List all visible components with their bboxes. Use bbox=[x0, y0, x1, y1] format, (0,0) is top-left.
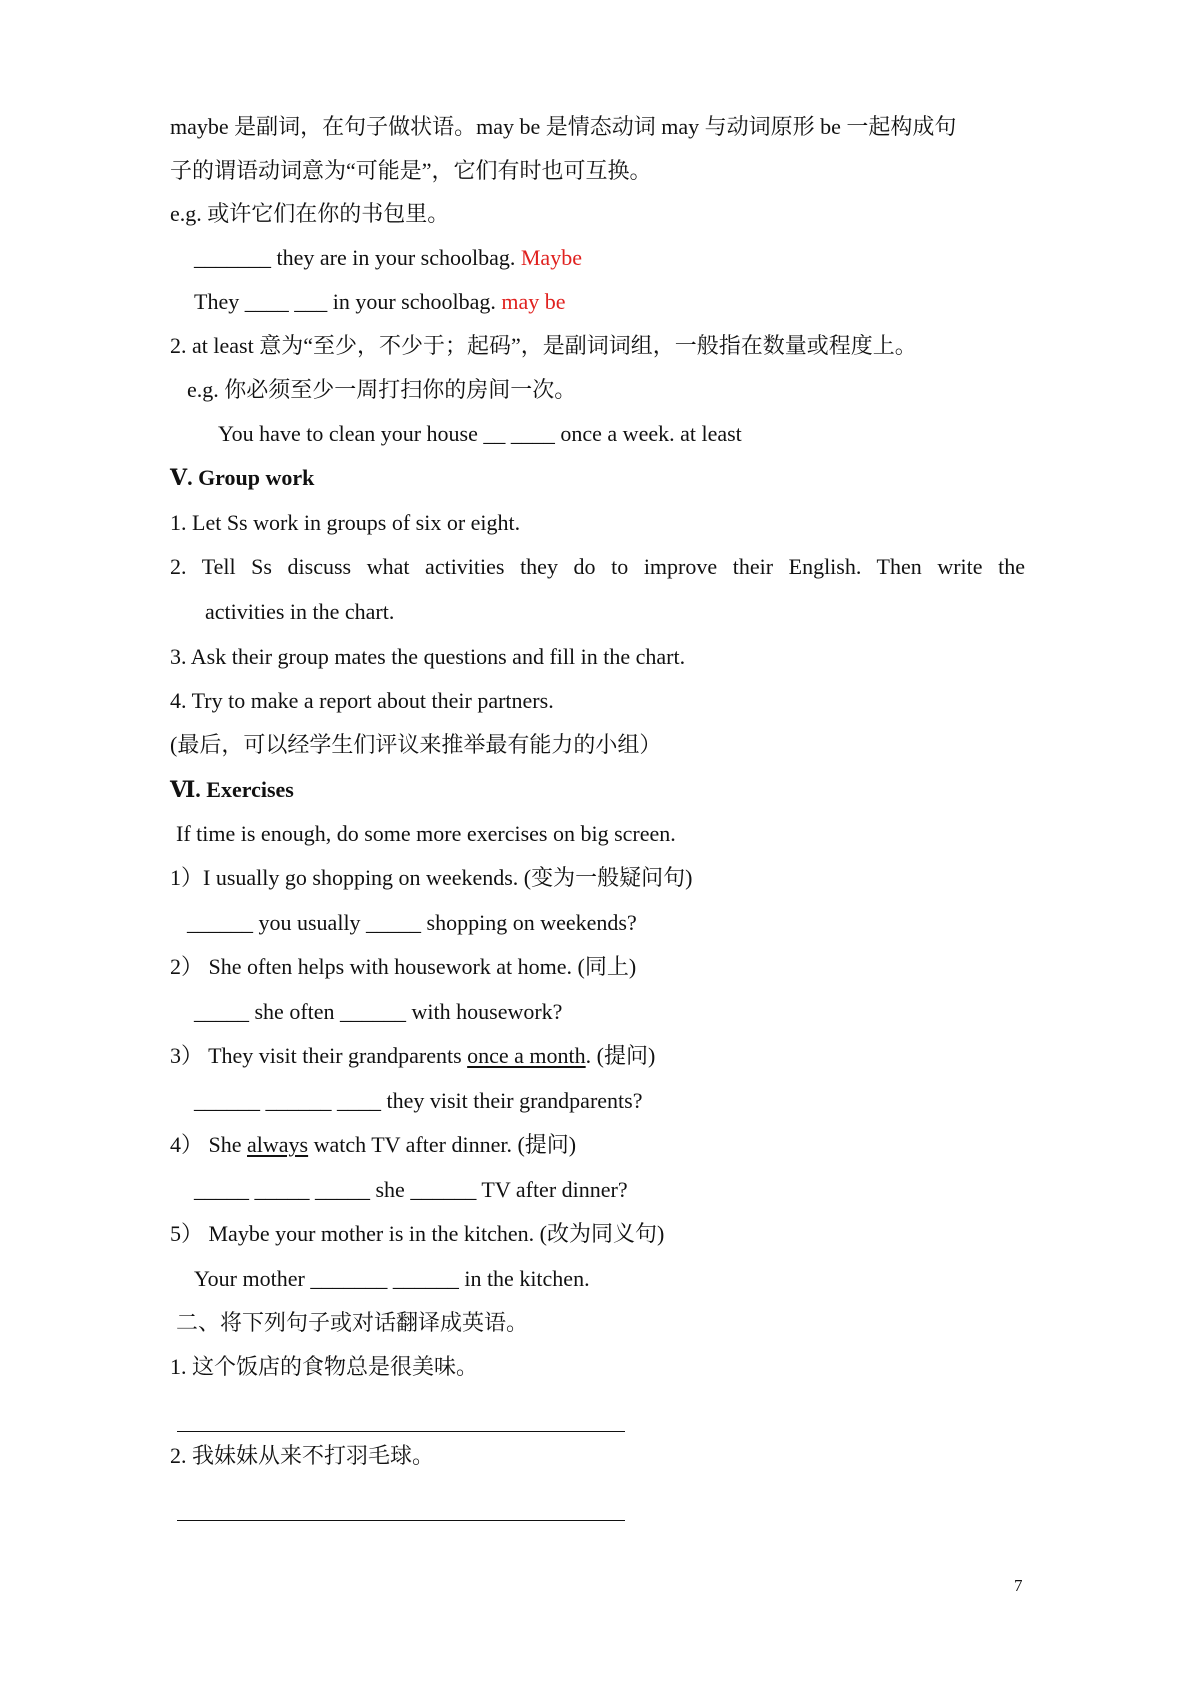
maybe-explanation-line2: 子的谓语动词意为“可能是”，它们有时也可互换。 bbox=[170, 158, 652, 183]
translation-answer-line-2 bbox=[177, 1520, 625, 1521]
exercise-question-1: 1）I usually go shopping on weekends. (变为一般疑问句) bbox=[170, 865, 693, 890]
example-sentence-3: You have to clean your house __ ____ once a week. at least bbox=[218, 421, 742, 446]
at-least-explanation: 2. at least 意为“至少，不少于；起码”，是副词词组，一般指在数量或程度上。 bbox=[170, 333, 917, 358]
exercise-question-4-underlined: always bbox=[247, 1132, 309, 1157]
exercise-question-4-pre: 4） She bbox=[170, 1132, 248, 1157]
group-work-item-3: 3. Ask their group mates the questions and fill in the chart. bbox=[170, 644, 686, 669]
translation-answer-line-1 bbox=[177, 1431, 625, 1432]
example-answer-2: may be bbox=[501, 289, 566, 314]
exercise-question-3-underlined: once a month bbox=[467, 1043, 586, 1068]
group-work-note: (最后，可以经学生们评议来推举最有能力的小组） bbox=[170, 732, 662, 757]
exercise-question-2: 2） She often helps with housework at home. (同上) bbox=[170, 954, 637, 979]
exercises-intro: If time is enough, do some more exercises on big screen. bbox=[176, 821, 676, 846]
section-5-heading: Ⅴ. Group work bbox=[170, 465, 315, 490]
group-work-item-2-line2: activities in the chart. bbox=[205, 599, 395, 624]
example-answer-1: Maybe bbox=[520, 245, 582, 270]
section-6-heading: Ⅵ. Exercises bbox=[170, 777, 294, 802]
page-number: 7 bbox=[1014, 1576, 1023, 1595]
translation-item-1: 1. 这个饭店的食物总是很美味。 bbox=[170, 1354, 479, 1379]
group-work-item-1: 1. Let Ss work in groups of six or eight. bbox=[170, 510, 521, 535]
example-sentence-2-text: They ____ ___ in your schoolbag. bbox=[194, 289, 496, 314]
exercise-question-4-post: watch TV after dinner. (提问) bbox=[308, 1132, 577, 1157]
group-work-item-4: 4. Try to make a report about their partners. bbox=[170, 688, 554, 713]
exercise-question-4 bbox=[170, 1130, 576, 1160]
translation-heading: 二、将下列句子或对话翻译成英语。 bbox=[176, 1310, 529, 1335]
group-work-item-2-line1: 2. Tell Ss discuss what activities they do to improve their English. Then write the bbox=[170, 554, 1025, 579]
exercise-answer-line-3: ______ ______ ____ they visit their grandparents? bbox=[194, 1088, 643, 1113]
example-label-2: e.g. 你必须至少一周打扫你的房间一次。 bbox=[187, 377, 577, 402]
exercise-question-3-pre: 3） They visit their grandparents bbox=[170, 1043, 468, 1068]
exercise-answer-line-5: Your mother _______ ______ in the kitchen. bbox=[194, 1266, 590, 1291]
exercise-question-3-post: . (提问) bbox=[585, 1043, 656, 1068]
exercise-answer-line-1: ______ you usually _____ shopping on weekends? bbox=[187, 910, 637, 935]
example-sentence-1 bbox=[194, 243, 582, 273]
exercise-question-5: 5） Maybe your mother is in the kitchen. (改为同义句) bbox=[170, 1221, 665, 1246]
maybe-explanation-line1: maybe 是副词，在句子做状语。may be 是情态动词 may 与动词原形 be 一起构成句 bbox=[170, 114, 957, 139]
translation-item-2: 2. 我妹妹从来不打羽毛球。 bbox=[170, 1443, 435, 1468]
exercise-answer-line-2: _____ she often ______ with housework? bbox=[194, 999, 563, 1024]
example-sentence-2 bbox=[194, 287, 566, 317]
example-sentence-1-text: _______ they are in your schoolbag. bbox=[194, 245, 516, 270]
exercise-answer-line-4: _____ _____ _____ she ______ TV after dinner? bbox=[194, 1177, 628, 1202]
example-label-1: e.g. 或许它们在你的书包里。 bbox=[170, 201, 450, 226]
exercise-question-3 bbox=[170, 1041, 655, 1071]
